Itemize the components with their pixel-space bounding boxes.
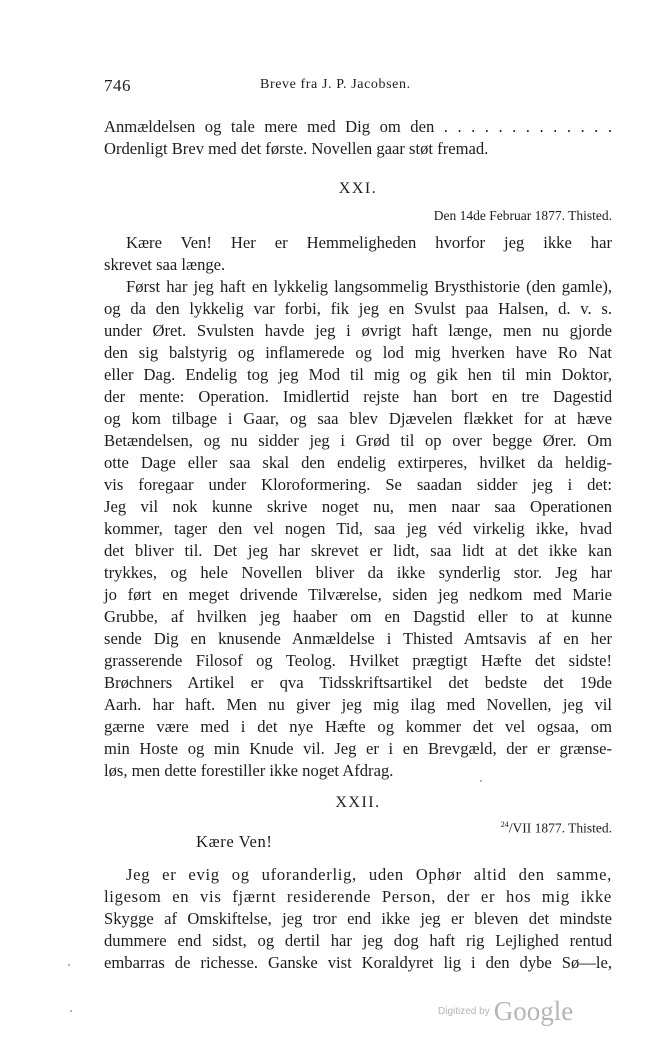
body-line: Kære Ven! Her er Hemmeligheden hvorfor jeg ikke har [126,233,612,252]
body-line: grasserende Filosof og Teolog. Hvilket prægtigt Hæfte det sidste! [104,651,612,670]
body-line: gærne være med i det nye Hæfte og kommer det vel ogsaa, om [104,717,612,736]
body-line: kommer, tager den vel nogen Tid, saa jeg véd virkelig ikke, hvad [104,519,612,538]
body-line: ligesom en vis fjærnt residerende Person, der er hos mig ikke [104,887,612,906]
letter-greeting: Kære Ven! [196,832,273,851]
body-line: og kom tilbage i Gaar, og saa blev Djævelen flækket for at hæve [104,409,612,428]
body-line: der mente: Operation. Imidlertid rejste han bort en tre Dagestid [104,387,612,406]
body-line: embarras de richesse. Ganske vist Koraldyret lig i den dybe Sø—le, [104,953,612,972]
letter-dateline [501,820,612,837]
letter-number: XXII. [335,794,381,811]
letter-dateline: Den 14de Februar 1877. Thisted. [433,208,612,223]
body-line: under Øret. Svulsten havde jeg i øvrigt haft længe, men nu gjorde [104,321,612,340]
body-line: Anmældelsen og tale mere med Dig om den . . . . . . . . . . . . . [104,117,612,136]
body-line: og da den lykkelig var forbi, fik jeg en Svulst paa Halsen, d. v. s. [104,299,612,318]
google-logo: Google [493,996,574,1026]
body-line: jo ført en meget drivende Tilværelse, siden jeg nedkom med Marie [104,585,612,604]
body-line: Jeg vil nok kunne skrive noget nu, men naar saa Operationen [104,497,612,516]
watermark-prefix: Digitized by [438,1006,490,1017]
date-day: 24 [500,820,509,829]
body-line: Grubbe, af hvilken jeg haaber om en Dagstid eller to at kunne [104,607,612,626]
paper-speck [68,964,70,966]
body-line: skrevet saa længe. [104,255,226,274]
body-line: Brøchners Artikel er qva Tidsskriftsartikel det bedste det 19de [104,673,612,692]
digitized-watermark [438,996,573,1027]
page-header [104,76,612,98]
body-line: min Hoste og min Knude vil. Jeg er i en Brevgæld, der er grænse- [104,739,612,758]
body-line: trykkes, og hele Novellen bliver da ikke synderlig stor. Jeg har [104,563,612,582]
body-line: Jeg er evig og uforanderlig, uden Ophør altid den samme, [126,865,612,884]
body-line: det bliver til. Det jeg har skrevet er lidt, saa lidt at det ikke kan [104,541,612,560]
body-line: Ordenligt Brev med det første. Novellen gaar støt fremad. [104,139,489,158]
date-rest: /VII 1877. Thisted. [508,820,612,836]
letter-number: XXI. [338,180,378,197]
body-line: den sig balstyrig og inflamerede og lod mig hverken have Ro Nat [104,343,612,362]
body-line: Skygge af Omskiftelse, jeg tror end ikke jeg er bleven det mindste [104,909,612,928]
body-line: Aarh. har haft. Men nu giver jeg mig ilag med Novellen, jeg vil [104,695,612,714]
body-line: løs, men dette forestiller ikke noget Afdrag. [104,761,394,780]
body-line: sende Dig en knusende Anmældelse i Thisted Amtsavis af en her [104,629,612,648]
paper-speck [70,1010,72,1012]
body-line: eller Dag. Endelig tog jeg Mod til mig og gik hen til min Doktor, [104,365,612,384]
body-line: dummere end sidst, og dertil har jeg dog haft rig Lejlighed rentud [104,931,612,950]
body-line: Betændelsen, og nu sidder jeg i Grød til op over begge Ører. Om [104,431,612,450]
body-line: Først har jeg haft en lykkelig langsommelig Brysthistorie (den gamle), [126,277,612,296]
body-line: otte Dage eller saa skal den endelig extirperes, hvilket da heldig- [104,453,612,472]
running-head: Breve fra J. P. Jacobsen. [260,77,411,92]
body-line: vis foregaar under Kloroformering. Se saadan sidder jeg i det: [104,475,612,494]
paper-speck [480,780,482,782]
page-number: 746 [104,76,131,95]
